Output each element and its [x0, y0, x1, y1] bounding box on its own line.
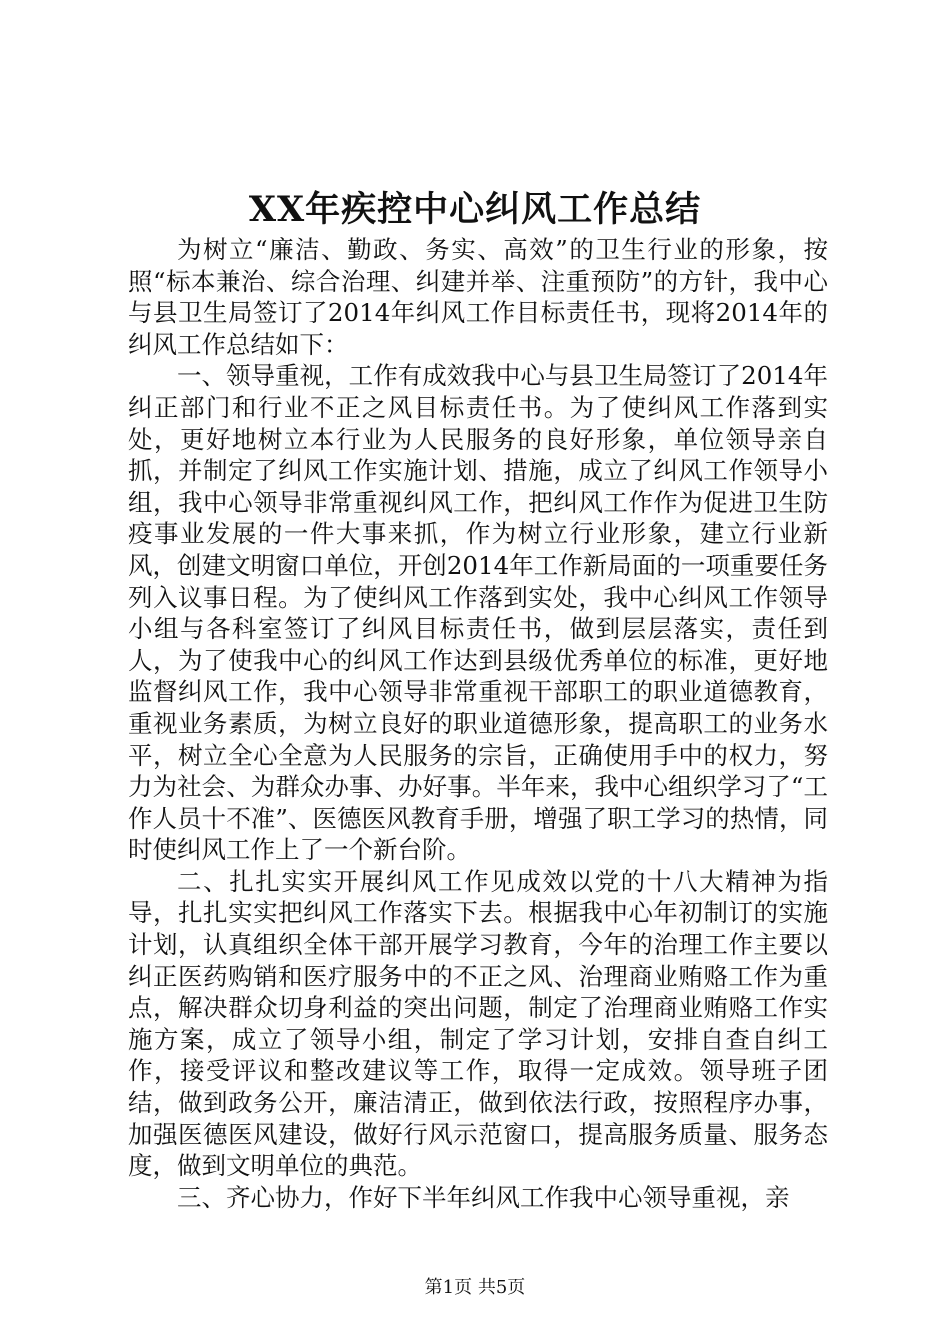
page-number-footer: 第1页 共5页 [424, 1277, 526, 1298]
paragraph-intro: 为树立“廉洁、勤政、务实、高效”的卫生行业的形象，按照“标本兼治、综合治理、纠建并举、注重预防”的方针，我中心与县卫生局签订了2014年纠风工作目标责任书，现将2014年的纠风工作总结如下： [128, 235, 828, 359]
document-body [128, 234, 828, 1213]
document-title: XX年疾控中心纠风工作总结 [248, 189, 702, 230]
paragraph-section-1: 一、领导重视，工作有成效我中心与县卫生局签订了2014年纠正部门和行业不正之风目标责任书。为了使纠风工作落到实处，更好地树立本行业为人民服务的良好形象，单位领导亲自抓，并制定了纠风工作实施计划、措施，成立了纠风工作领导小组，我中心领导非常重视纠风工作，把纠风工作作为促进卫生防疫事业发展的一件大事来抓，作为树立行业形象，建立行业新风，创建文明窗口单位，开创2014年工作新局面的一项重要任务列入议事日程。为了使纠风工作落到实处，我中心纠风工作领导小组与各科室签订了纠风目标责任书，做到层层落实，责任到人，为了使我中心的纠风工作达到县级优秀单位的标准，更好地监督纠风工作，我中心领导非常重视干部职工的职业道德教育，重视业务素质，为树立良好的职业道德形象，提高职工的业务水平，树立全心全意为人民服务的宗旨，正确使用手中的权力，努力为社会、为群众办事、办好事。半年来，我中心组织学习了“工作人员十不准”、医德医风教育手册，增强了职工学习的热情，同时使纠风工作上了一个新台阶。 [128, 361, 828, 865]
paragraph-section-2: 二、扎扎实实开展纠风工作见成效以党的十八大精神为指导，扎扎实实把纠风工作落实下去。根据我中心年初制订的实施计划，认真组织全体干部开展学习教育，今年的治理工作主要以纠正医药购销和医疗服务中的不正之风、治理商业贿赂工作为重点，解决群众切身利益的突出问题，制定了治理商业贿赂工作实施方案，成立了领导小组，制定了学习计划，安排自查自纠工作，接受评议和整改建议等工作，取得一定成效。领导班子团结，做到政务公开，廉洁清正，做到依法行政，按照程序办事，加强医德医风建设，做好行风示范窗口，提高服务质量、服务态度，做到文明单位的典范。 [128, 866, 828, 1181]
paragraph-section-3: 三、齐心协力，作好下半年纠风工作我中心领导重视，亲 [177, 1182, 790, 1212]
